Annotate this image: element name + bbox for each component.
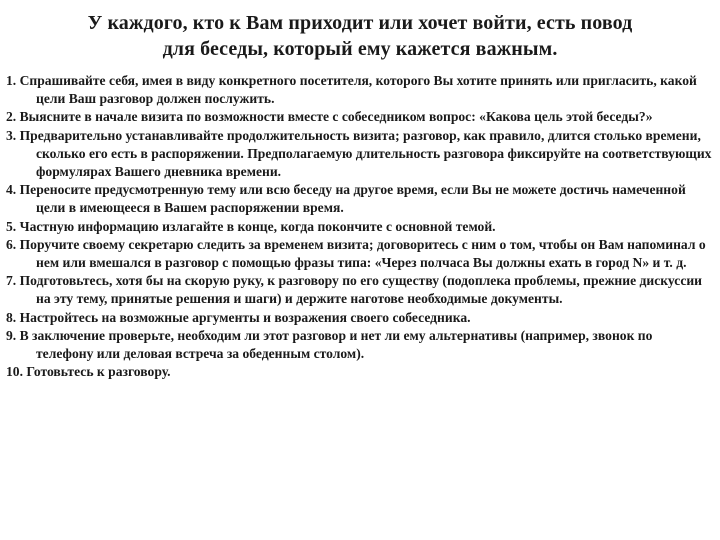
list-item: 2. Выясните в начале визита по возможности вместе с собеседником вопрос: «Какова цель этой беседы?» [6,109,653,125]
list-item: 9. В заключение проверьте, необходим ли этот разговор и нет ли ему альтернативы (например, звонок по телефону или деловая встреча за обеденным столом). [6,327,653,362]
list-item: 5. Частную информацию излагайте в конце, когда покончите с основной темой. [6,218,496,234]
list-item: 6. Поручите своему секретарю следить за временем визита; договоритесь с ним о том, чтобы он Вам напоминал о нем или вмешался в разговор с помощью фразы типа: «Через полчаса Вы должны ехать в город N» и т. д. [6,236,706,271]
list-item: 8. Настройтесь на возможные аргументы и возражения своего собеседника. [6,309,471,325]
recommendations-list [0,72,720,381]
list-item: 4. Переносите предусмотренную тему или всю беседу на другое время, если Вы не можете достичь намеченной цели в имеющееся в Вашем распоряжении время. [6,182,686,216]
slide-title: У каждого, кто к Вам приходит или хочет войти, есть повод для беседы, который ему кажется важным. [87,12,633,60]
list-item: 10. Готовьтесь к разговору. [6,364,171,380]
list-item: 1. Спрашивайте себя, имея в виду конкретного посетителя, которого Вы хотите принять или пригласить, какой цели Ваш разговор должен послужить. [6,73,697,107]
list-item: 7. Подготовьтесь, хотя бы на скорую руку, к разговору по его существу (подоплека проблемы, прежние дискуссии на эту тему, принятые решения и шаги) и держите наготове необходимые документы. [6,273,703,307]
list-item: 3. Предварительно устанавливайте продолжительность визита; разговор, как правило, длится столько времени, сколько его есть в распоряжении. Предполагаемую длительность разговора фиксируйте на соответствующих формулярах Вашего дневника времени. [6,127,712,180]
